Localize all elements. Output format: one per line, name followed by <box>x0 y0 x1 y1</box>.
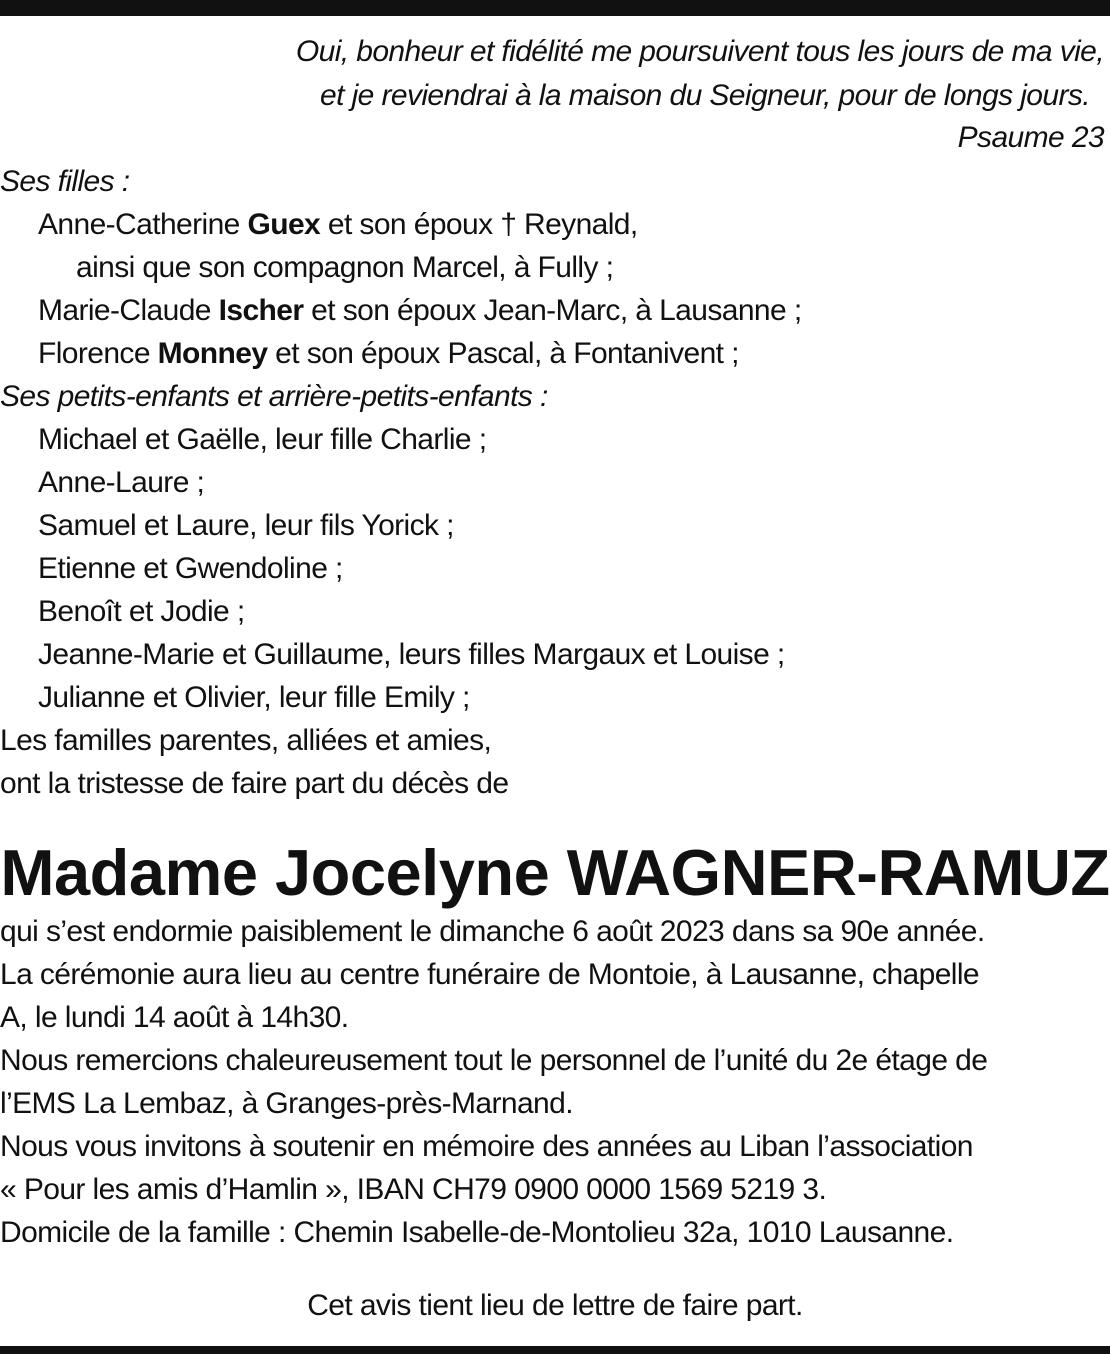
daughter-entry <box>38 291 1110 331</box>
body-line: Domicile de la famille : Chemin Isabelle-de-Montolieu 32a, 1010 Lausanne. <box>0 1216 954 1249</box>
body-line: La cérémonie aura lieu au centre funéraire de Montoie, à Lausanne, chapelle <box>0 958 980 991</box>
body-line: A, le lundi 14 août à 14h30. <box>0 1001 349 1034</box>
daughter-given-name: Marie-Claude <box>38 294 211 327</box>
daughter-details: et son époux † Reynald, <box>327 208 638 241</box>
grandchild-entry: Anne-Laure ; <box>38 466 205 499</box>
body-line: Nous vous invitons à soutenir en mémoire des années au Liban l’association <box>0 1130 973 1163</box>
epigraph-line-2: et je reviendrai à la maison du Seigneur, pour de longs jours. <box>320 79 1090 112</box>
grandchild-entry: Julianne et Olivier, leur fille Emily ; <box>38 681 470 714</box>
grandchild-entry: Michael et Gaëlle, leur fille Charlie ; <box>38 423 487 456</box>
obituary-notice <box>0 16 1110 1346</box>
epigraph-line-1: Oui, bonheur et fidélité me poursuivent tous les jours de ma vie, <box>295 35 1104 68</box>
daughters-label: Ses filles : <box>0 165 130 198</box>
body-line: qui s’est endormie paisiblement le dimanche 6 août 2023 dans sa 90e année. <box>0 915 985 948</box>
daughter-given-name: Anne-Catherine <box>38 208 240 241</box>
daughter-surname: Monney <box>157 337 268 370</box>
body-line: « Pour les amis d’Hamlin », IBAN CH79 0900 0000 1569 5219 3. <box>0 1173 827 1206</box>
daughter-details: et son époux Jean-Marc, à Lausanne ; <box>311 294 802 327</box>
grandchild-entry: Etienne et Gwendoline ; <box>38 552 343 585</box>
daughter-continuation: ainsi que son compagnon Marcel, à Fully ; <box>76 251 614 284</box>
daughter-entry <box>38 205 1110 245</box>
announcement-line-1: Les familles parentes, alliées et amies, <box>0 724 492 757</box>
bottom-border-rule <box>0 1346 1110 1354</box>
grandchild-entry: Samuel et Laure, leur fils Yorick ; <box>38 509 454 542</box>
daughter-given-name: Florence <box>38 337 150 370</box>
daughter-surname: Ischer <box>218 294 304 327</box>
epigraph-reference: Psaume 23 <box>957 121 1104 154</box>
daughter-details: et son époux Pascal, à Fontanivent ; <box>275 337 739 370</box>
grandchildren-label: Ses petits-enfants et arrière-petits-enfants : <box>0 380 548 413</box>
daughter-surname: Guex <box>247 208 321 241</box>
grandchild-entry: Jeanne-Marie et Guillaume, leurs filles Margaux et Louise ; <box>38 638 785 671</box>
deceased-name: Madame Jocelyne WAGNER-RAMUZ <box>0 836 1110 909</box>
body-line: Nous remercions chaleureusement tout le personnel de l’unité du 2e étage de <box>0 1044 988 1077</box>
grandchild-entry: Benoît et Jodie ; <box>38 595 245 628</box>
daughter-entry <box>38 334 1110 374</box>
closing-line: Cet avis tient lieu de lettre de faire part. <box>307 1289 803 1322</box>
announcement-line-2: ont la tristesse de faire part du décès de <box>0 767 509 800</box>
top-border-rule <box>0 0 1110 16</box>
body-line: l’EMS La Lembaz, à Granges-près-Marnand. <box>0 1087 573 1120</box>
